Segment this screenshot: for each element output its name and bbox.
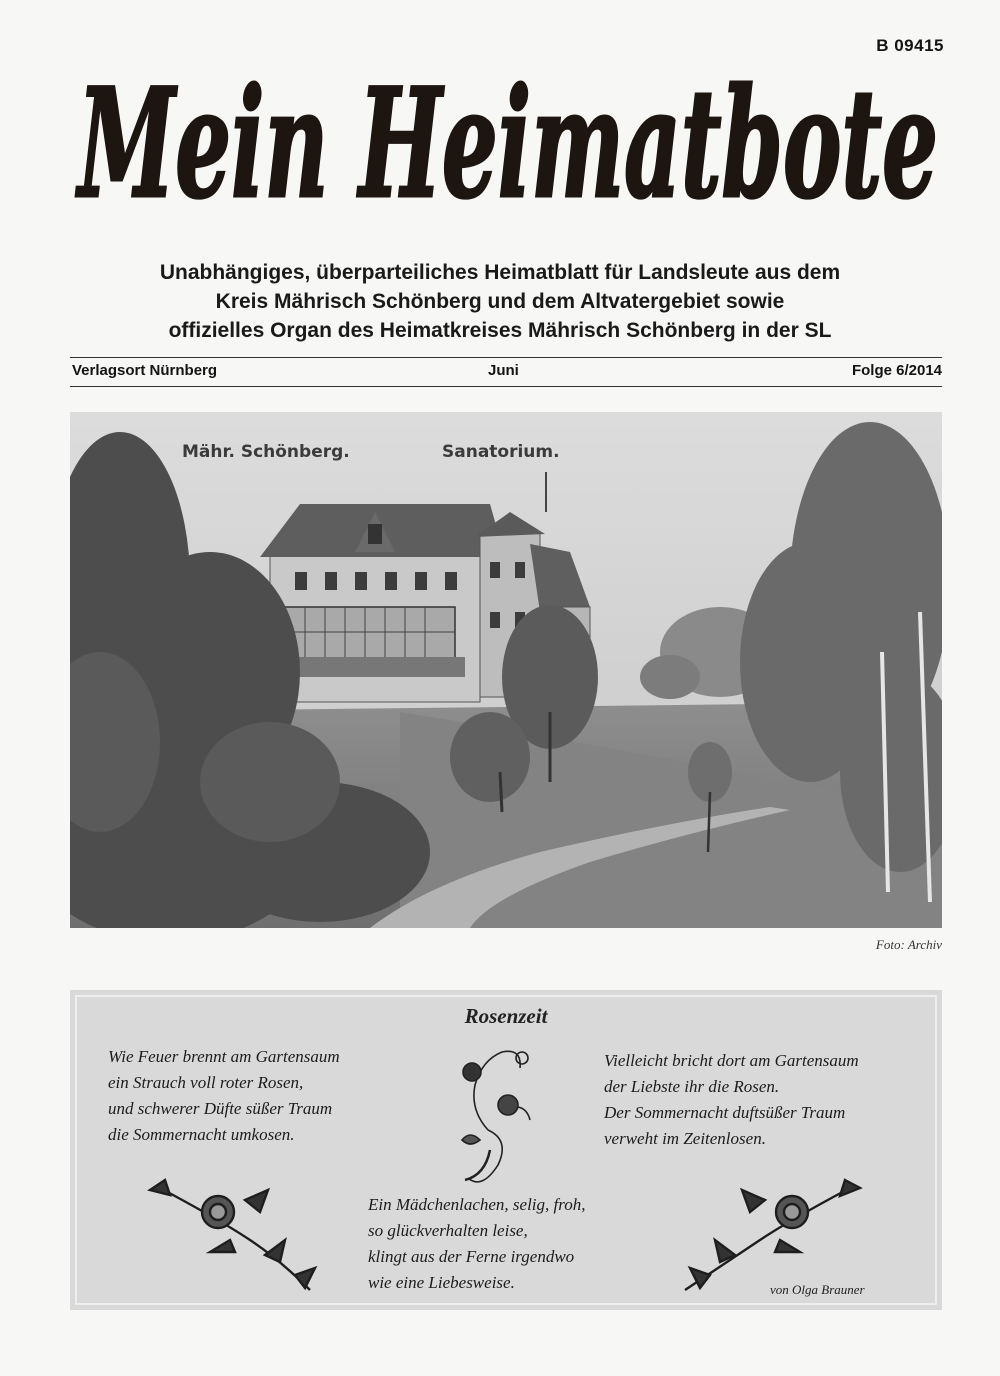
poem-line: Wie Feuer brennt am Gartensaum xyxy=(108,1047,340,1066)
poem-stanza xyxy=(108,1044,340,1148)
poem-line: Der Sommernacht duftsüßer Traum xyxy=(604,1103,846,1122)
divider xyxy=(70,357,942,358)
poem-line: Ein Mädchenlachen, selig, froh, xyxy=(368,1195,586,1214)
rose-branch-right xyxy=(685,1180,860,1290)
photo-caption-place: Mähr. Schönberg. xyxy=(182,442,350,462)
subtitle-line: Unabhängiges, überparteiliches Heimatblatt für Landsleute aus dem xyxy=(159,261,841,284)
info-bar xyxy=(72,359,942,385)
issue-month: Juni xyxy=(488,362,519,379)
poem-line: verweht im Zeitenlosen. xyxy=(604,1129,766,1148)
poem-line: der Liebste ihr die Rosen. xyxy=(604,1077,780,1096)
photo-caption-building: Sanatorium. xyxy=(442,442,560,462)
poem-title: Rosenzeit xyxy=(464,1004,548,1028)
poem-line: klingt aus der Ferne irgendwo xyxy=(368,1247,575,1266)
poem-stanza xyxy=(368,1192,586,1296)
subtitle xyxy=(60,258,940,345)
sanatorium-illustration xyxy=(70,412,942,928)
poem-line: die Sommernacht umkosen. xyxy=(108,1125,295,1144)
sanatorium-photo xyxy=(70,412,942,928)
poem-line: und schwerer Düfte süßer Traum xyxy=(108,1099,333,1118)
poem-stanza xyxy=(604,1048,859,1152)
rose-ornament-center xyxy=(462,1051,530,1182)
issue-label: Folge 6/2014 xyxy=(851,362,942,379)
masthead-title xyxy=(68,28,948,248)
subtitle-line: Kreis Mährisch Schönberg und dem Altvatergebiet sowie xyxy=(215,290,785,313)
masthead-title-text: Mein Heimatbote xyxy=(75,56,938,232)
poem-line: so glückverhalten leise, xyxy=(368,1221,528,1240)
poem-line: wie eine Liebesweise. xyxy=(368,1273,515,1292)
poem-author: von Olga Brauner xyxy=(770,1282,865,1297)
publication-place: Verlagsort Nürnberg xyxy=(72,362,218,379)
poem-box xyxy=(70,990,942,1310)
subtitle-line: offizielles Organ des Heimatkreises Mährisch Schönberg in der SL xyxy=(168,319,832,342)
issue-number: B 09415 xyxy=(876,36,944,55)
photo-credit: Foto: Archiv xyxy=(875,937,942,952)
divider xyxy=(70,386,942,387)
poem-line: ein Strauch voll roter Rosen, xyxy=(108,1073,304,1092)
rose-branch-left xyxy=(150,1180,315,1290)
poem-line: Vielleicht bricht dort am Gartensaum xyxy=(604,1051,859,1070)
